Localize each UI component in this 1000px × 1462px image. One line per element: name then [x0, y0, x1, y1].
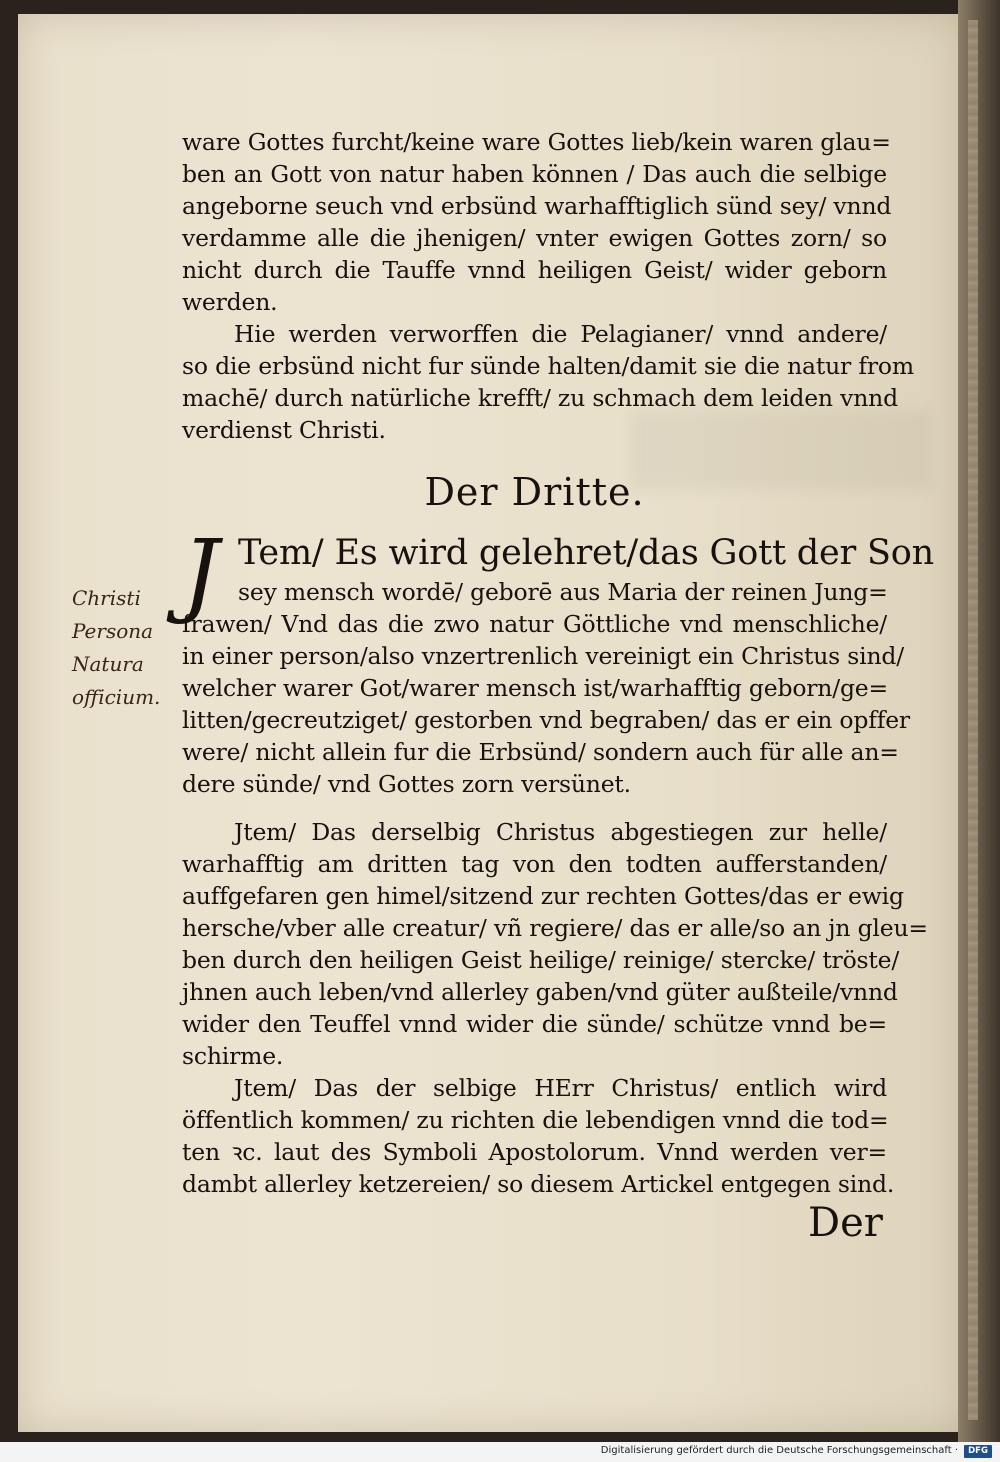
dfg-logo[interactable]: DFG	[964, 1445, 992, 1458]
text-line: so die erbsünd nicht fur sünde halten/damit sie die natur from	[182, 352, 914, 380]
handwritten-margin-note	[72, 582, 182, 714]
section-heading: Der Dritte.	[424, 470, 645, 514]
margin-note-line: Natura	[72, 652, 144, 676]
text-line: litten/gecreutziget/ gestorben vnd begraben/ das er ein opffer	[182, 706, 910, 734]
text-line: dambt allerley ketzereien/ so diesem Artickel entgegen sind.	[182, 1170, 895, 1198]
text-line: machē/ durch natürliche krefft/ zu schmach dem leiden vnnd	[182, 384, 898, 412]
text-line: ten ꝛc. laut des Symboli Apostolorum. Vnnd werden ver=	[182, 1138, 887, 1166]
footer-credit: Digitalisierung gefördert durch die Deutsche Forschungsgemeinschaft ·	[600, 1445, 958, 1456]
text-line: Hie werden verworffen die Pelagianer/ vnnd andere/	[234, 320, 887, 348]
text-line: verdamme alle die jhenigen/ vnter ewigen Gottes zorn/ so	[182, 224, 887, 252]
text-line: frawen/ Vnd das die zwo natur Göttliche vnd menschliche/	[182, 610, 887, 638]
text-line: ben an Gott von natur haben können / Das auch die selbige	[182, 160, 887, 188]
page-edge-strip	[968, 20, 978, 1420]
text-line: sey mensch wordē/ geborē aus Maria der reinen Jung=	[238, 578, 888, 606]
text-line: ware Gottes furcht/keine ware Gottes lieb/kein waren glau=	[182, 128, 891, 156]
margin-note-line: officium.	[72, 685, 161, 709]
text-line-first: Tem/ Es wird gelehret/das Gott der Son	[238, 533, 934, 573]
text-line: Jtem/ Das derselbig Christus abgestiegen zur helle/	[234, 818, 887, 846]
text-line: in einer person/also vnzertrenlich vereinigt ein Christus sind/	[182, 642, 904, 670]
text-line: ben durch den heiligen Geist heilige/ reinige/ stercke/ tröste/	[182, 946, 900, 974]
text-line: dere sünde/ vnd Gottes zorn versünet.	[182, 770, 631, 798]
text-line: jhnen auch leben/vnd allerley gaben/vnd güter außteile/vnnd	[182, 978, 898, 1006]
margin-note-line: Christi	[72, 586, 141, 610]
page-edge-shadow	[958, 0, 1000, 1442]
text-line: öffentlich kommen/ zu richten die lebendigen vnnd die tod=	[182, 1106, 889, 1134]
text-line: hersche/vber alle creatur/ vñ regiere/ das er alle/so an jn gleu=	[182, 914, 928, 942]
text-line: nicht durch die Tauffe vnnd heiligen Geist/ wider geborn	[182, 256, 887, 284]
margin-note-line: Persona	[72, 619, 154, 643]
catchword: Der	[808, 1200, 883, 1246]
text-line: auffgefaren gen himel/sitzend zur rechten Gottes/das er ewig	[182, 882, 904, 910]
drop-cap: J	[182, 520, 219, 627]
text-line: schirme.	[182, 1042, 284, 1070]
body-text-top	[182, 126, 914, 446]
text-line: angeborne seuch vnd erbsünd warhafftiglich sünd sey/ vnnd	[182, 192, 892, 220]
text-line: warhafftig am dritten tag von den todten aufferstanden/	[182, 850, 887, 878]
text-line: werden.	[182, 288, 278, 316]
text-line: welcher warer Got/warer mensch ist/warhafftig geborn/ge=	[182, 674, 888, 702]
text-line: were/ nicht allein fur die Erbsünd/ sondern auch für alle an=	[182, 738, 899, 766]
body-text-article	[182, 520, 934, 1200]
text-line: Jtem/ Das der selbige HErr Christus/ entlich wird	[234, 1074, 887, 1102]
text-line: wider den Teuffel vnnd wider die sünde/ schütze vnnd be=	[182, 1010, 887, 1038]
text-line: verdienst Christi.	[182, 416, 386, 444]
footer-bar	[0, 1442, 1000, 1462]
